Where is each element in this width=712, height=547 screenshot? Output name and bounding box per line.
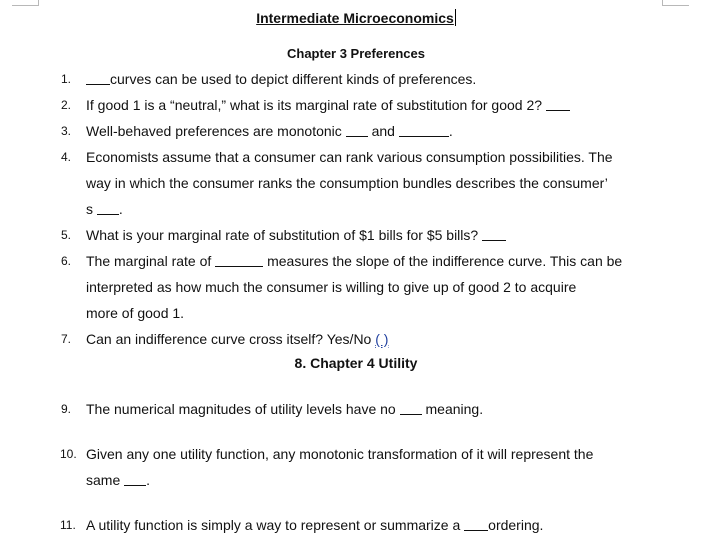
question-text: A utility function is simply a way to represent or summarize a ordering. bbox=[86, 517, 544, 533]
page-corner-mark-right bbox=[662, 0, 689, 6]
question-number: 11. bbox=[60, 518, 76, 532]
answer-blank[interactable] bbox=[124, 471, 146, 486]
chapter-4-heading: 8. Chapter 4 Utility bbox=[294, 355, 418, 371]
question-number: 2. bbox=[61, 98, 72, 112]
chapter-3-heading: Chapter 3 Preferences bbox=[286, 46, 425, 61]
answer-blank[interactable] bbox=[464, 516, 488, 531]
question-text: curves can be used to depict different kinds of preferences. bbox=[86, 66, 676, 92]
answer-blank[interactable] bbox=[400, 400, 422, 415]
question-number: 1. bbox=[61, 72, 72, 86]
question-number: 6. bbox=[61, 254, 72, 268]
question-number: 10. bbox=[60, 447, 77, 461]
question-number: 4. bbox=[61, 150, 72, 164]
title-text: Intermediate Microeconomics bbox=[256, 10, 454, 26]
question-text: The numerical magnitudes of utility levels have no meaning. bbox=[86, 401, 484, 417]
question-text: Well-behaved preferences are monotonic and . bbox=[86, 123, 453, 139]
answer-blank[interactable] bbox=[482, 226, 506, 241]
question-number: 3. bbox=[61, 124, 72, 138]
page-corner-mark-left bbox=[12, 0, 39, 6]
text-cursor bbox=[455, 9, 456, 26]
document-title[interactable] bbox=[0, 9, 712, 26]
question-text: Can an indifference curve cross itself? Yes/No ( ) bbox=[86, 331, 389, 347]
answer-choice-link[interactable]: ( ) bbox=[375, 331, 389, 347]
question-text: What is your marginal rate of substitution of $1 bills for $5 bills? bbox=[86, 222, 676, 248]
answer-blank[interactable] bbox=[86, 70, 110, 85]
question-number: 5. bbox=[61, 228, 72, 242]
question-text: Economists assume that a consumer can rank various consumption possibilities. The way in which the consumer ranks the consumption bundles describes the consumer’ s . bbox=[86, 149, 613, 217]
question-text: The marginal rate of measures the slope of the indifference curve. This can be interpreted as how much the consumer is willing to give up of good 2 to acquire more of good 1. bbox=[86, 253, 623, 321]
question-text: If good 1 is a “neutral,” what is its marginal rate of substitution for good 2? bbox=[86, 92, 676, 118]
answer-blank[interactable] bbox=[546, 96, 570, 111]
question-text: Given any one utility function, any monotonic transformation of it will represent the same . bbox=[86, 446, 594, 488]
answer-blank[interactable] bbox=[399, 122, 449, 137]
answer-blank[interactable] bbox=[97, 200, 119, 215]
question-number: 9. bbox=[61, 402, 72, 416]
answer-blank[interactable] bbox=[215, 252, 263, 267]
answer-blank[interactable] bbox=[346, 122, 368, 137]
question-number: 7. bbox=[61, 332, 72, 346]
